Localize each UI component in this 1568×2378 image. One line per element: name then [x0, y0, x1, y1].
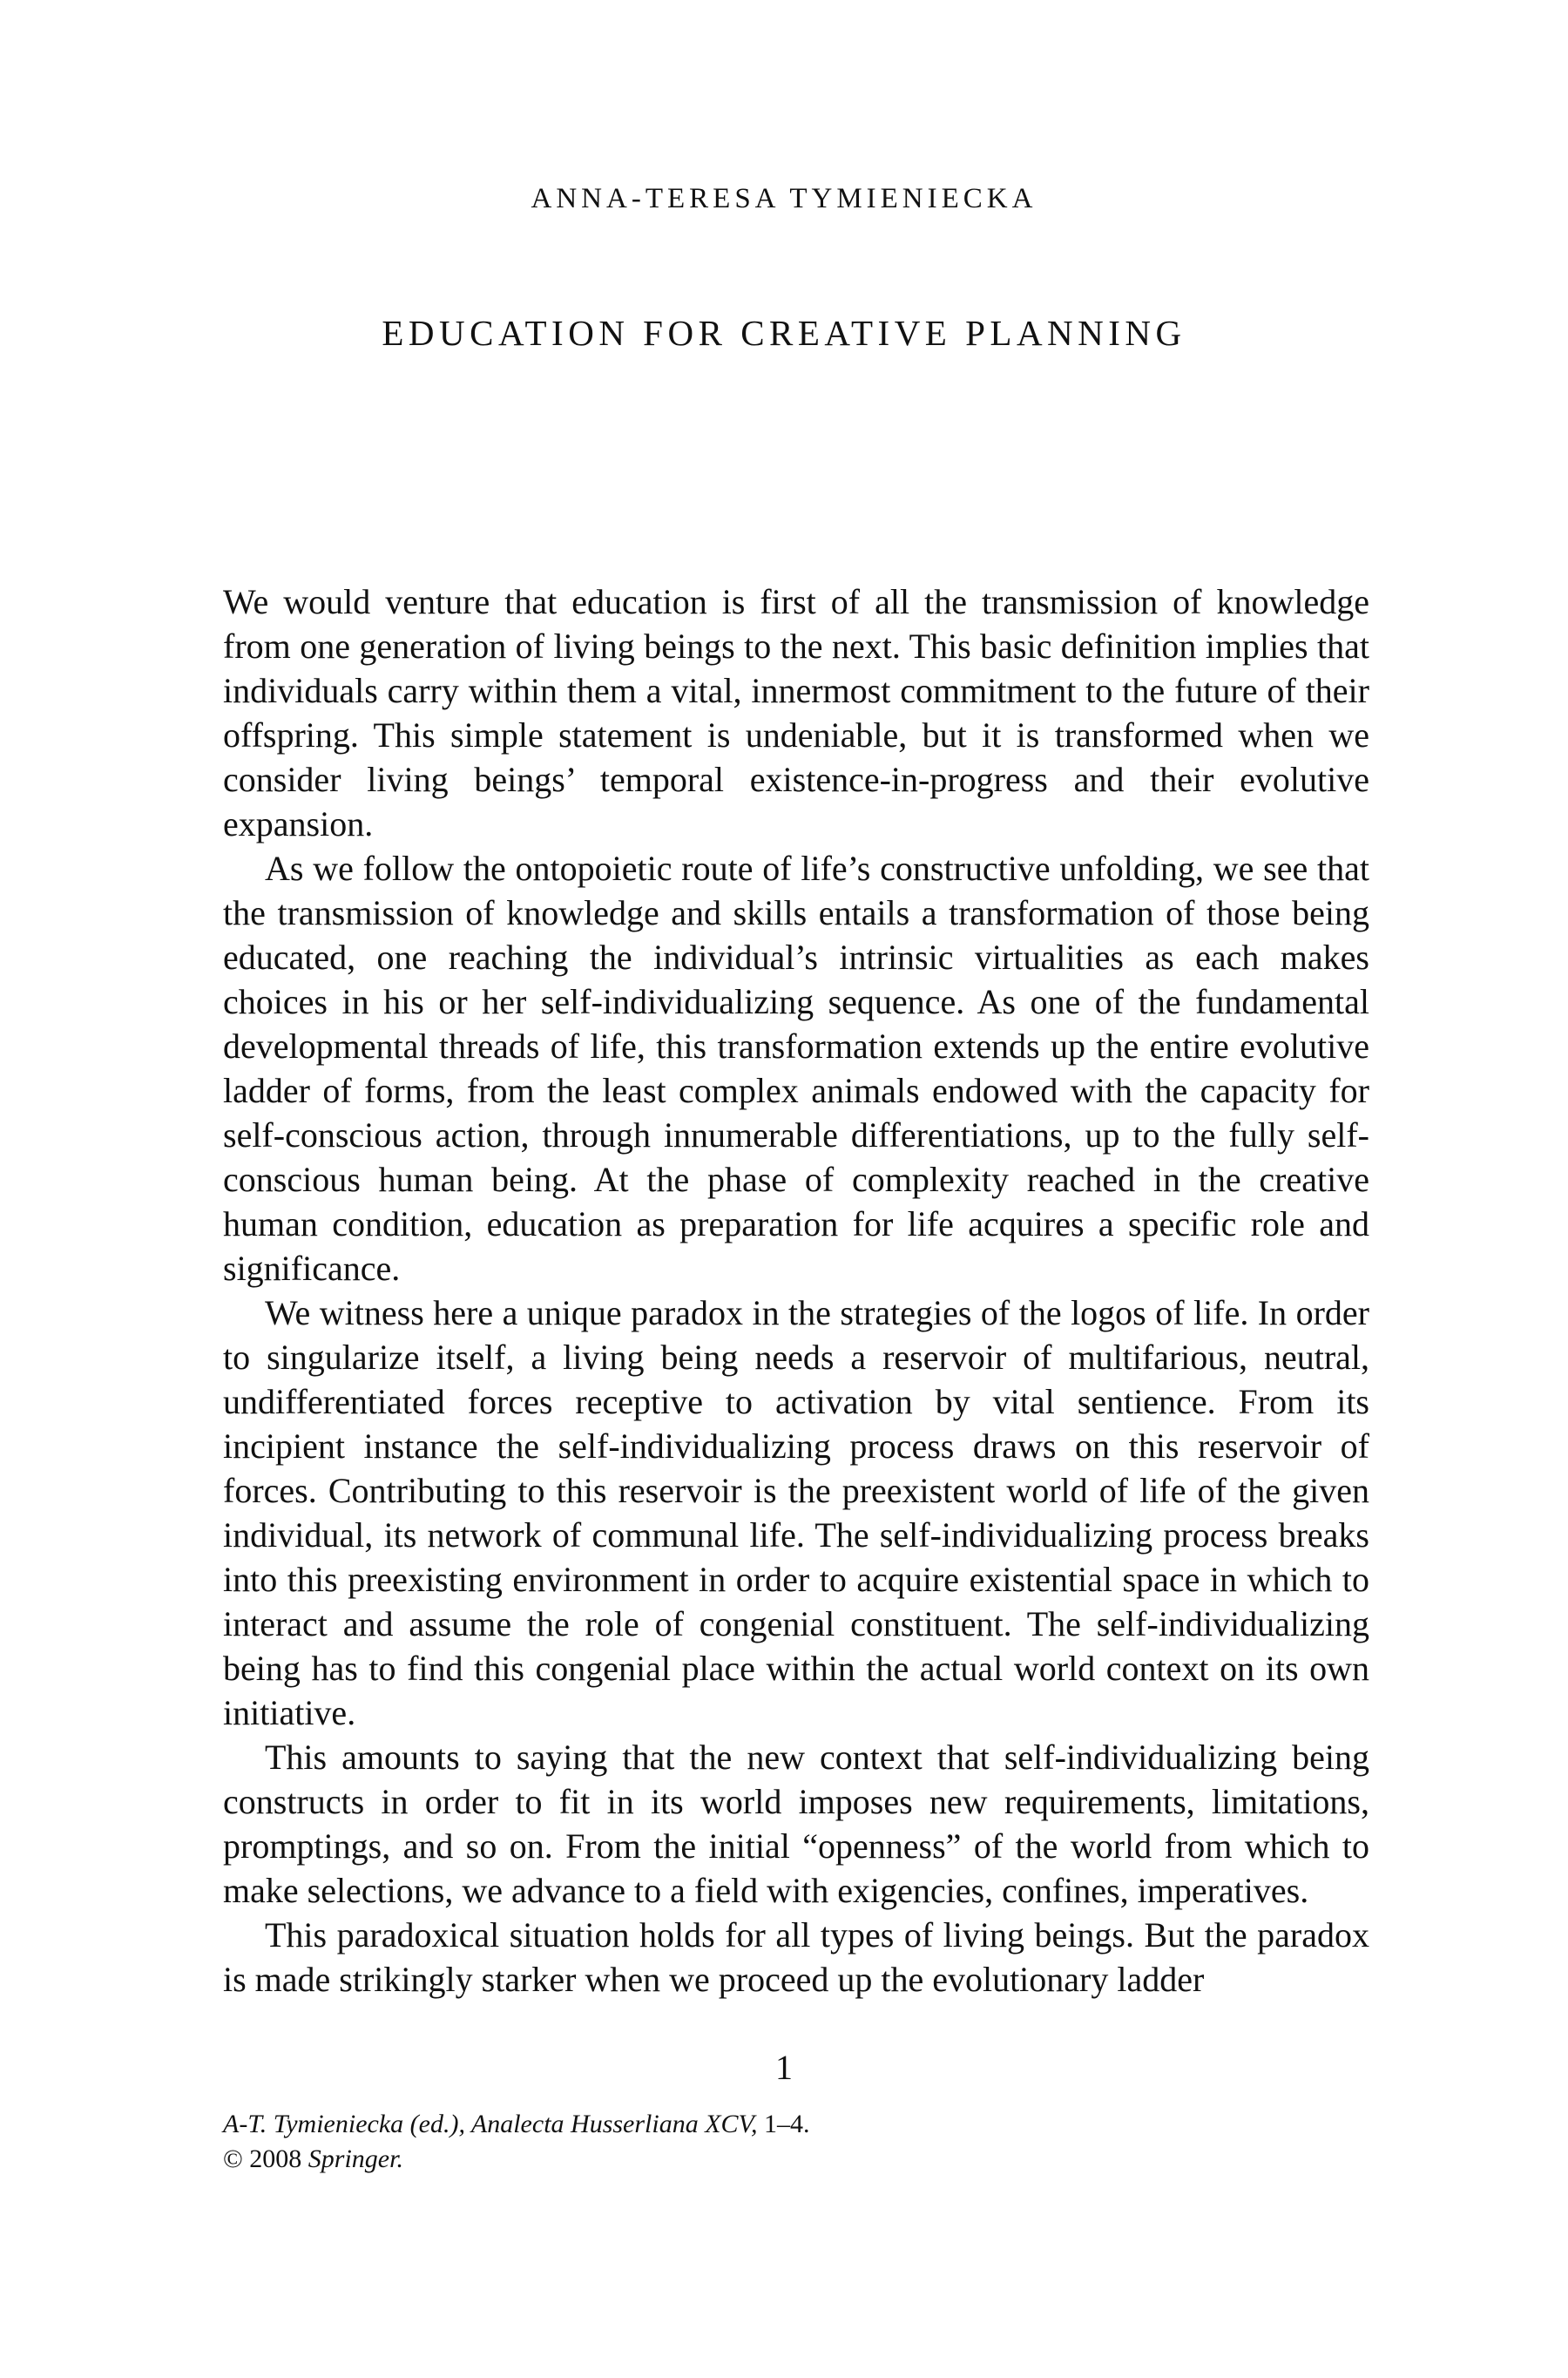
author-name: ANNA-TERESA TYMIENIECKA [531, 183, 1037, 214]
copyright-year: © 2008 [223, 2144, 308, 2173]
citation-line-2 [223, 2142, 1094, 2177]
citation-source: A-T. Tymieniecka (ed.), Analecta Husserliana XCV, [223, 2110, 758, 2138]
page-number: 1 [775, 2048, 793, 2087]
citation-footnote [223, 2107, 1094, 2177]
body-text [223, 579, 1369, 2002]
paragraph: We would venture that education is first of all the transmission of knowledge from one generation of living beings to the next. This basic definition implies that individuals carry within them a vital, innermost commitment to the future of their offspring. This simple statement is undeniable, but it is transformed when we consider living beings’ temporal existence-in-progress and their evolutive expansion. [223, 582, 1369, 843]
paragraph: We witness here a unique paradox in the strategies of the logos of life. In order to singularize itself, a living being needs a reservoir of multifarious, neutral, undifferentiated forces receptive to activation by vital sentience. From its incipient instance the self-individualizing process draws on this reservoir of forces. Contributing to this reservoir is the preexistent world of life of the given individual, its network of communal life. The self-individualizing process breaks into this preexisting environment in order to acquire existential space in which to interact and assume the role of congenial constituent. The self-individualizing being has to find this congenial place within the actual world context on its own initiative. [223, 1293, 1369, 1732]
citation-pages: 1–4. [757, 2110, 810, 2138]
chapter-title: EDUCATION FOR CREATIVE PLANNING [382, 313, 1186, 353]
citation-line-1 [223, 2107, 1094, 2142]
paragraph: This paradoxical situation holds for all types of living beings. But the paradox is made strikingly starker when we proceed up the evolutionary ladder [223, 1915, 1369, 1999]
paragraph: As we follow the ontopoietic route of life’s constructive unfolding, we see that the transmission of knowledge and skills entails a transformation of those being educated, one reaching the individual’s intrinsic virtualities as each makes choices in his or her self-individualizing sequence. As one of the fundamental developmental threads of life, this transformation extends up the entire evolutive ladder of forms, from the least complex animals endowed with the capacity for self-conscious action, through innumerable differentiations, up to the fully self-conscious human being. At the phase of complexity reached in the creative human condition, education as preparation for life acquires a specific role and significance. [223, 849, 1369, 1288]
publisher-name: Springer. [308, 2144, 403, 2173]
paragraph: This amounts to saying that the new context that self-individualizing being constructs in order to fit in its world imposes new requirements, limitations, promptings, and so on. From the initial “openness” of the world from which to make selections, we advance to a field with exigencies, confines, imperatives. [223, 1738, 1369, 1910]
